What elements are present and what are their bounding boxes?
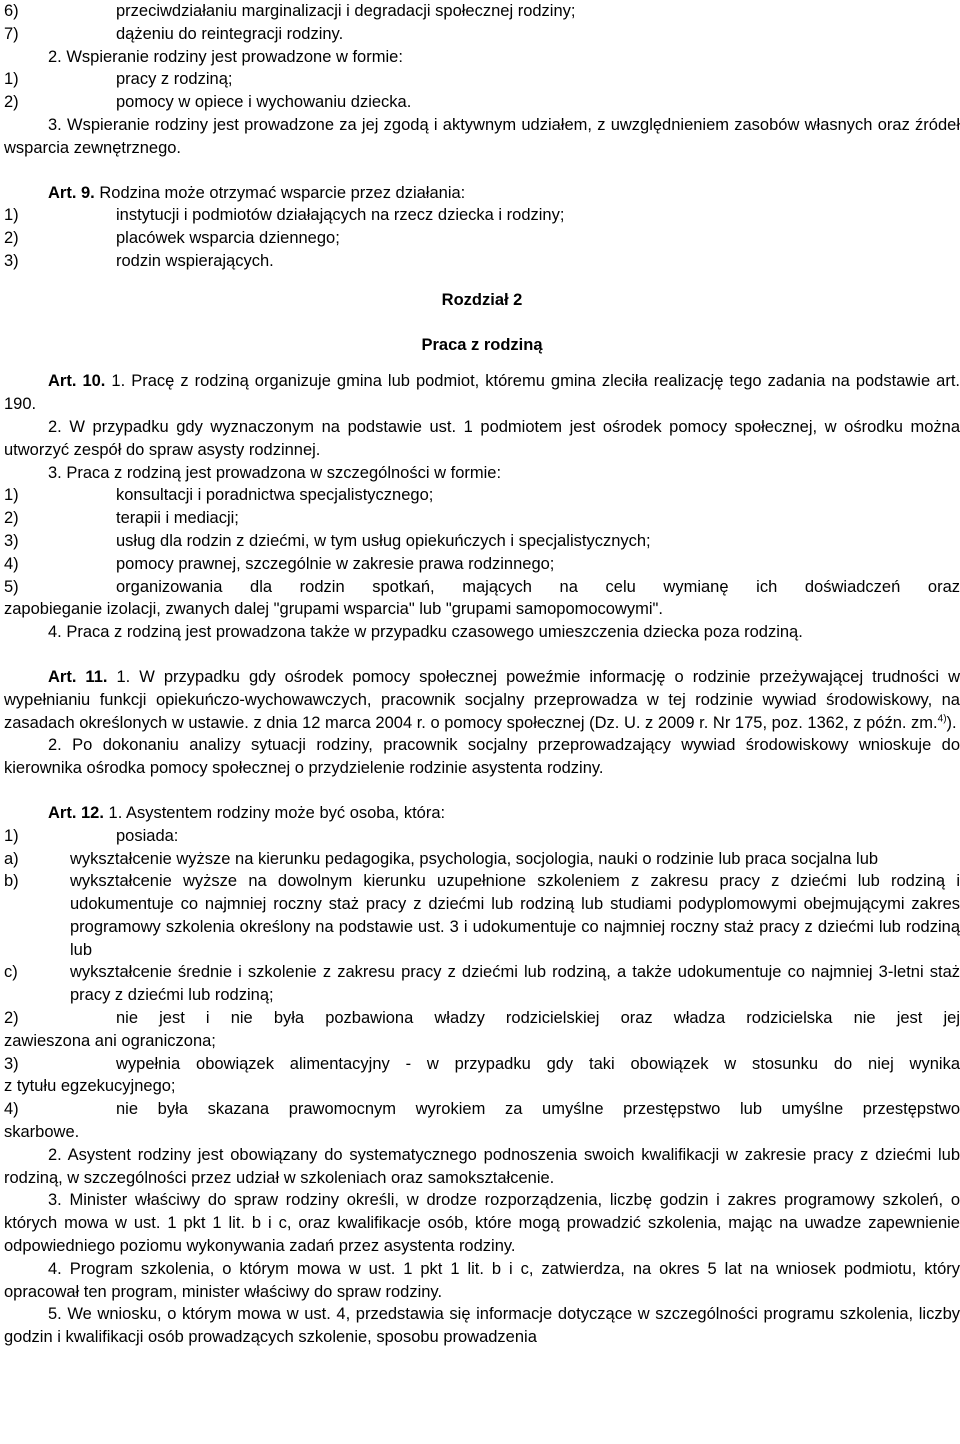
list-item-continuation: skarbowe. [4,1123,80,1142]
paragraph: 3. Wspieranie rodziny jest prowadzone za jej zgodą i aktywnym udziałem, z uwzględnieniem zasobów własnych oraz źródeł wsparcia zewnętrznego. [4,115,960,157]
article-10: Art. 10. 1. Pracę z rodziną organizuje gmina lub podmiot, któremu gmina zleciła realizację tego zadania na podstawie art. 190. [4,372,960,414]
chapter-number: Rozdział 2 [441,290,523,309]
spacer [4,312,960,334]
list-item: 6) przeciwdziałaniu marginalizacji i degradacji społecznej rodziny; [4,2,576,20]
list-item: 1) konsultacji i poradnictwa specjalistycznego; [4,486,434,505]
list-item: 2) pomocy w opiece i wychowaniu dziecka. [4,93,412,112]
spacer [4,356,960,370]
spacer [4,160,960,182]
paragraph: 2. Po dokonaniu analizy sytuacji rodziny, pracownik socjalny przeprowadzający wywiad środowiskowy wnioskuje do kierownika ośrodka pomocy społecznej o przydzielenie rodzinie asystenta rodziny. [4,736,960,778]
letter-item: b) wykształcenie wyższe na dowolnym kierunku uzupełnione szkoleniem z zakresu pracy z dziećmi lub rodziną i udokumentuje co najmniej roczny staż pracy z dziećmi lub rodziną lub studiami podyplomowymi obejmującymi zakres programowy szkolenia określony na podstawie ust. 3 i udokumentuje co najmniej roczny staż pracy z dziećmi lub rodziną lub [4,872,960,959]
paragraph: 4. Program szkolenia, o którym mowa w ust. 1 pkt 1 lit. b i c, zatwierdza, na okres 5 lat na wniosek podmiotu, który opracował ten program, minister właściwy do spraw rodziny. [4,1259,960,1301]
list-item: 3) rodzin wspierających. [4,251,274,270]
list-item: 4) pomocy prawnej, szczególnie w zakresie prawa rodzinnego; [4,554,555,573]
list-item: 3) wypełnia obowiązek alimentacyjny - w przypadku gdy taki obowiązek w stosunku do niej wynika [4,1054,960,1073]
list-item: 2) placówek wsparcia dziennego; [4,229,340,248]
list-item: 1) pracy z rodziną; [4,70,233,89]
list-item-continuation: zawieszona ani ograniczona; [4,1031,216,1050]
article-9: Art. 9. Rodzina może otrzymać wsparcie przez działania: [48,183,466,202]
article-label: Art. 10. [48,372,106,391]
footnote-ref: 4) [937,713,947,725]
letter-item: c) wykształcenie średnie i szkolenie z zakresu pracy z dziećmi lub rodziną, a także udokumentuje co najmniej 3-letni staż pracy z dziećmi lub rodziną; [4,963,960,1005]
paragraph: 2. Asystent rodziny jest obowiązany do systematycznego podnoszenia swoich kwalifikacji w zakresie pracy z dziećmi lub rodziną, w szczególności przez udział w szkoleniach oraz samokształcenie. [4,1145,960,1187]
list-item: 3) usług dla rodzin z dziećmi, w tym usług opiekuńczych i specjalistycznych; [4,531,651,550]
list-item: 7) dążeniu do reintegracji rodziny. [4,24,344,43]
list-item: 5) organizowania dla rodzin spotkań, mających na celu wymianę ich doświadczeń oraz [4,577,960,596]
article-12: Art. 12. 1. Asystentem rodziny może być osoba, która: [48,803,446,822]
paragraph: 3. Praca z rodziną jest prowadzona w szczególności w formie: [48,463,502,482]
spacer [4,644,960,666]
letter-item: a) wykształcenie wyższe na kierunku pedagogika, psychologia, socjologia, nauki o rodzinie lub praca socjalna lub [4,849,879,868]
list-item: 4) nie była skazana prawomocnym wyrokiem za umyślne przestępstwo lub umyślne przestępstwo [4,1100,960,1119]
paragraph: 4. Praca z rodziną jest prowadzona także w przypadku czasowego umieszczenia dziecka poza rodziną. [48,623,803,642]
spacer [4,273,960,289]
article-11: Art. 11. 1. W przypadku gdy ośrodek pomocy społecznej poweźmie informację o rodzinie przeżywającej trudności w wypełnianiu funkcji opiekuńczo-wychowawczych, pracownik socjalny przeprowadza w tej rodzinie wywiad środowiskowy, na zasadach określonych w ustawie. z dnia 12 marca 2004 r. o pomocy społecznej (Dz. U. z 2009 r. Nr 175, poz. 1362, z późn. zm.$^{4)}$). [4,667,960,732]
article-label: Art. 11. [48,667,108,686]
list-item: 1) posiada: [4,826,179,845]
list-item-continuation: zapobieganie izolacji, zwanych dalej "grupami wsparcia" lub "grupami samopomocowymi". [4,600,663,619]
article-label: Art. 9. [48,183,95,202]
spacer [4,780,960,802]
list-item: 2) terapii i mediacji; [4,509,239,528]
list-item: 2) nie jest i nie była pozbawiona władzy rodzicielskiej oraz władza rodzicielska nie jest jej [4,1009,960,1028]
paragraph: 5. We wniosku, o którym mowa w ust. 4, przedstawia się informacje dotyczące w szczególności programu szkolenia, liczby godzin i kwalifikacji osób prowadzących szkolenie, sposobu prowadzenia [4,1305,960,1347]
paragraph: 2. W przypadku gdy wyznaczonym na podstawie ust. 1 podmiotem jest ośrodek pomocy społecznej, w ośrodku można utworzyć zespół do spraw asysty rodzinnej. [4,417,960,459]
list-item-continuation: z tytułu egzekucyjnego; [4,1077,176,1096]
paragraph: 2. Wspieranie rodziny jest prowadzone w formie: [48,47,403,66]
chapter-title: Praca z rodziną [421,335,543,354]
paragraph: 3. Minister właściwy do spraw rodziny określi, w drodze rozporządzenia, liczbę godzin i zakres programowy szkoleń, o których mowa w ust. 1 pkt 1 lit. b i c, oraz kwalifikacje osób, które mogą prowadzić szkolenia, mając na uwadze zapewnienie odpowiedniego poziomu wykonywania zadań przez asystenta rodziny. [4,1191,960,1256]
article-label: Art. 12. [48,803,104,822]
list-item: 1) instytucji i podmiotów działających na rzecz dziecka i rodziny; [4,206,565,225]
